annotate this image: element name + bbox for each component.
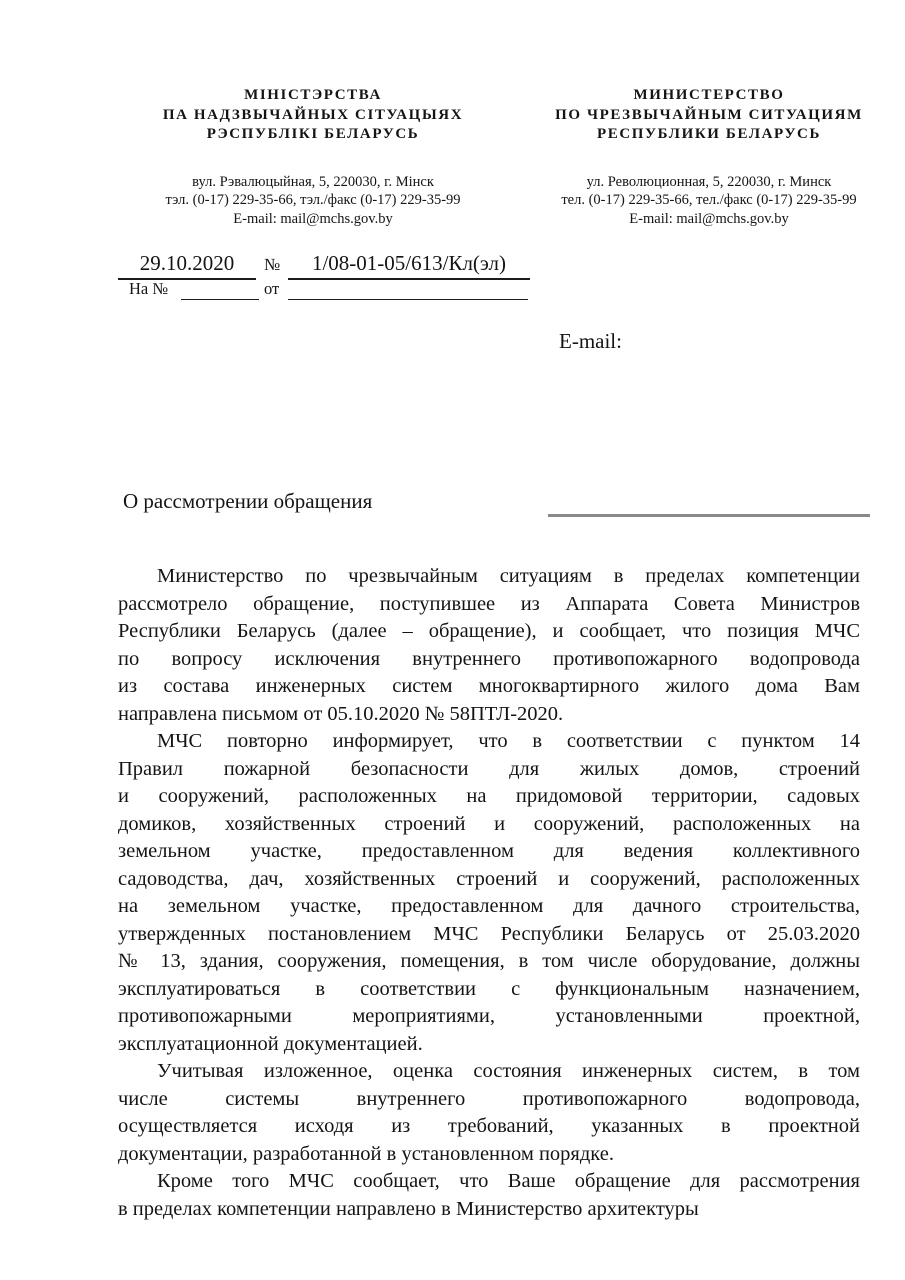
org-name-line: ПА НАДЗВЫЧАЙНЫХ СІТУАЦЫЯХ (162, 106, 464, 123)
paragraph (118, 728, 860, 1058)
in-reply-to-label: На № (129, 279, 169, 298)
letterhead-column-belarusian (138, 86, 488, 228)
body-line: земельном участке, предоставленном для ведения коллективного (118, 840, 860, 862)
body-line: на земельном участке, предоставленном для дачного строительства, (118, 895, 860, 917)
body-line: осуществляется исходя из требований, указанных в проектной (118, 1115, 860, 1137)
org-name-russian (530, 86, 888, 145)
body-line: документации, разработанной в установленном порядке. (118, 1142, 614, 1165)
org-address-line: вул. Рэвалюцыйная, 5, 220030, г. Мінск (192, 173, 434, 190)
body-line: направлена письмом от 05.10.2020 № 58ПТЛ-2020. (118, 702, 564, 725)
body-line: рассмотрело обращение, поступившее из Аппарата Совета Министров (118, 592, 860, 615)
in-reply-date-blank (288, 283, 528, 300)
org-name-line: МІНІСТЭРСТВА (244, 87, 382, 103)
number-sign-label: № (264, 255, 281, 274)
org-name-line: РЕСПУБЛИКИ БЕЛАРУСЬ (596, 126, 822, 142)
outgoing-number-field: 1/08-01-05/613/Кл(эл) (288, 250, 530, 280)
letter-body (118, 563, 860, 1223)
body-line: эксплуатироваться в соответствии с функциональным назначением, (118, 977, 860, 1000)
org-address-line: тэл. (0-17) 229-35-66, тэл./факс (0-17) 229-35-99 (165, 192, 461, 208)
subject-line: О рассмотрении обращения (123, 489, 373, 513)
org-address-line: тел. (0-17) 229-35-66, тел./факс (0-17) 229-35-99 (561, 192, 857, 208)
body-line: и сооружений, расположенных на придомовой территории, садовых (118, 785, 860, 807)
org-address-russian (530, 173, 888, 229)
letterhead-column-russian (530, 86, 888, 228)
body-line: садоводства, дач, хозяйственных строений и сооружений, расположенных (118, 867, 860, 890)
org-name-line: ПО ЧРЕЗВЫЧАЙНЫМ СИТУАЦИЯМ (555, 106, 863, 123)
body-line: № 13, здания, сооружения, помещения, в том числе оборудование, должны (118, 950, 860, 972)
paragraph (118, 1168, 860, 1223)
org-name-belarusian (138, 86, 488, 145)
body-line: противопожарными мероприятиями, установленными проектной, (118, 1005, 860, 1027)
from-label: от (264, 279, 280, 298)
in-reply-number-blank (181, 283, 259, 300)
body-line: Кроме того МЧС сообщает, что Ваше обращение для рассмотрения (157, 1170, 860, 1192)
org-name-line: РЭСПУБЛІКІ БЕЛАРУСЬ (206, 126, 420, 142)
body-line: МЧС повторно информирует, что в соответствии с пунктом 14 (157, 730, 860, 752)
body-line: эксплуатационной документацией. (118, 1032, 423, 1055)
org-address-belarusian (138, 173, 488, 229)
org-address-line: E-mail: mail@mchs.gov.by (233, 210, 393, 227)
outgoing-date-field: 29.10.2020 (118, 250, 256, 280)
org-address-line: E-mail: mail@mchs.gov.by (629, 210, 789, 227)
body-line: Правил пожарной безопасности для жилых домов, строений (118, 757, 860, 780)
body-line: по вопросу исключения внутреннего противопожарного водопровода (118, 647, 860, 670)
org-name-line: МИНИСТЕРСТВО (633, 87, 785, 103)
body-line: домиков, хозяйственных строений и сооружений, расположенных на (118, 812, 860, 835)
paragraph (118, 1058, 860, 1168)
recipient-name-underline (548, 514, 870, 517)
body-line: числе системы внутреннего противопожарного водопровода, (118, 1087, 860, 1110)
body-line: в пределах компетенции направлено в Министерство архитектуры (118, 1197, 699, 1220)
paragraph (118, 563, 860, 728)
body-line: утвержденных постановлением МЧС Республики Беларусь от 25.03.2020 (118, 922, 860, 945)
body-line: Учитывая изложенное, оценка состояния инженерных систем, в том (157, 1060, 860, 1082)
body-line: Министерство по чрезвычайным ситуациям в пределах компетенции (157, 565, 860, 587)
body-line: Республики Беларусь (далее – обращение), и сообщает, что позиция МЧС (118, 620, 860, 642)
body-line: из состава инженерных систем многоквартирного жилого дома Вам (118, 675, 860, 697)
org-address-line: ул. Революционная, 5, 220030, г. Минск (586, 173, 832, 190)
recipient-email-label: E-mail: (559, 329, 622, 353)
